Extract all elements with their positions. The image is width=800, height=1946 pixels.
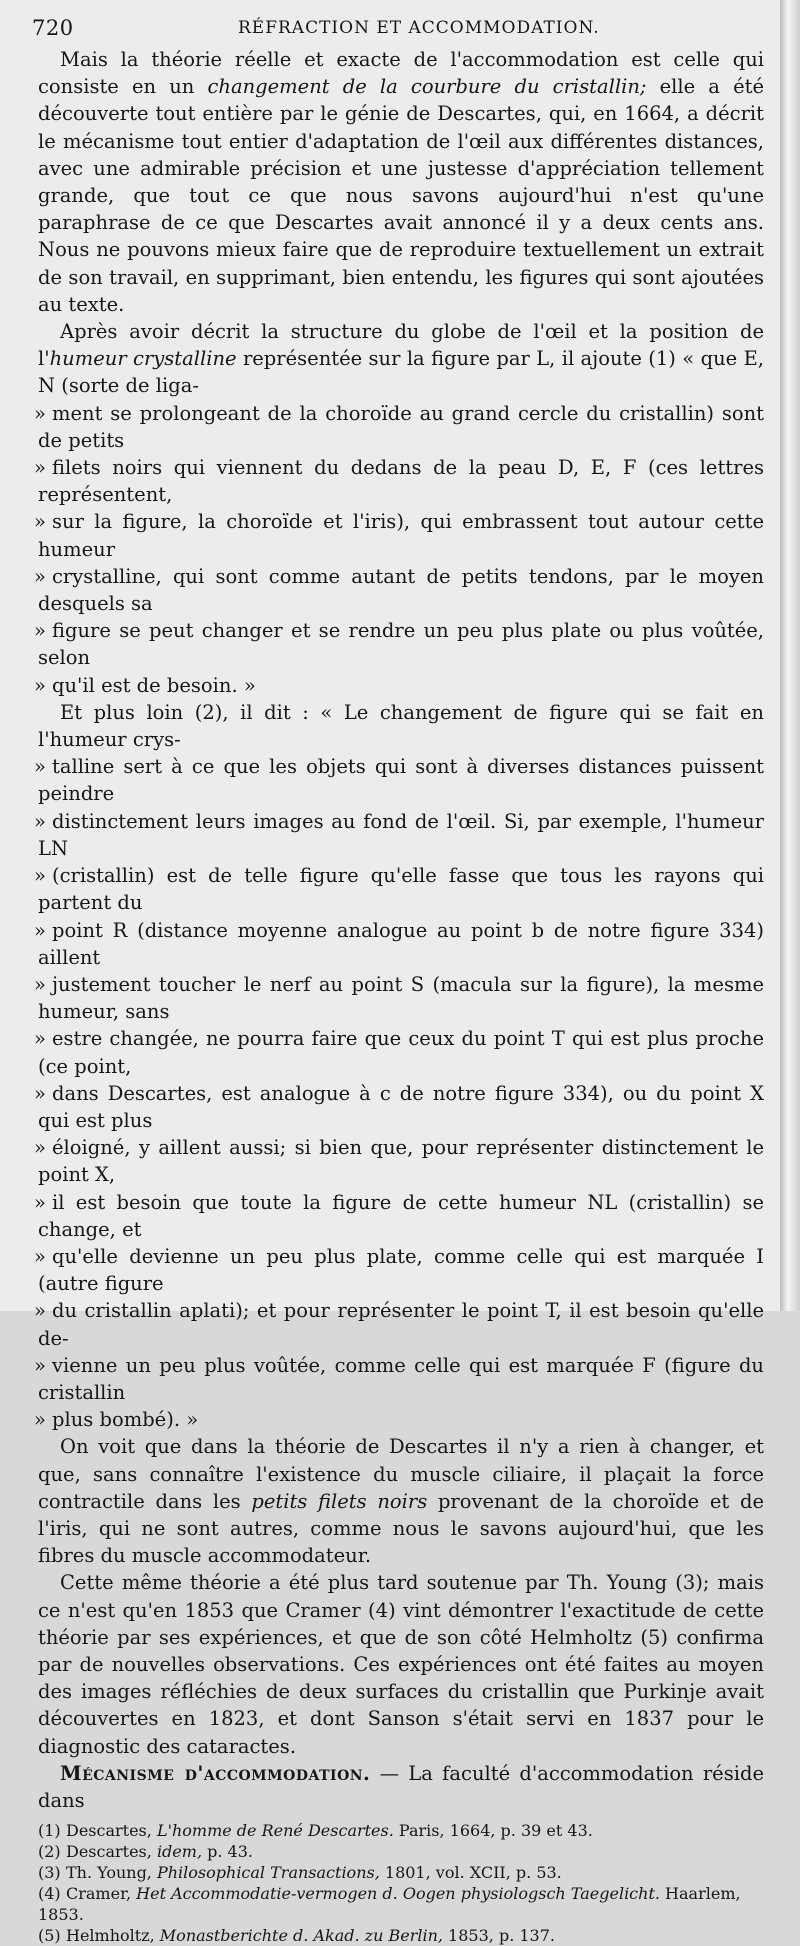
quote-block-2	[34, 753, 764, 1433]
quote-line: » filets noirs qui viennent du dedans de la peau D, E, F (ces lettres représentent,	[34, 456, 764, 507]
footnote: (5) Helmholtz, Monastberichte d. Akad. zu Berlin, 1853, p. 137.	[38, 1926, 555, 1946]
quote-line: » du cristallin aplati); et pour représenter le point T, il est besoin qu'elle de-	[34, 1299, 764, 1350]
quote-line: » ment se prolongeant de la choroïde au grand cercle du cristallin) sont de petits	[34, 401, 764, 452]
quote-line: » sur la figure, la choroïde et l'iris), qui embrassent tout autour cette humeur	[34, 510, 764, 561]
paragraph-2: Après avoir décrit la structure du globe de l'œil et la position de l'humeur crystalline représentée sur la figure par L, il ajoute (1) « que E, N (sorte de liga-	[38, 320, 765, 398]
quote-line: » figure se peut changer et se rendre un peu plus plate ou plus voûtée, selon	[34, 619, 764, 670]
quote-line: » estre changée, ne pourra faire que ceux du point T qui est plus proche (ce point,	[34, 1027, 764, 1078]
paragraph-5: Cette même théorie a été plus tard soutenue par Th. Young (3); mais ce n'est qu'en 1853 que Cramer (4) vint démontrer l'exactitude de cette théorie par ses expériences, et que de son côté Helmholtz (5) confirma par de nouvelles observations. Ces expériences ont été faites au moyen des images réfléchies de deux surfaces du cristallin que Purkinje avait découvertes en 1823, et dont Sanson s'était servi en 1837 pour le diagnostic des cataractes.	[38, 1571, 764, 1758]
footnote: (2) Descartes, idem, p. 43.	[38, 1842, 253, 1862]
quote-block-1	[34, 400, 764, 699]
quote-line: » qu'il est de besoin. »	[34, 673, 256, 697]
footnotes	[38, 1820, 764, 1946]
quote-line: » qu'elle devienne un peu plus plate, comme celle qui est marquée I (autre figure	[34, 1244, 764, 1296]
running-head	[32, 16, 764, 46]
paragraph-3: Et plus loin (2), il dit : « Le changement de figure qui se fait en l'humeur crys-	[38, 700, 764, 752]
page-body	[34, 46, 765, 1814]
paragraph-1: Mais la théorie réelle et exacte de l'accommodation est celle qui consiste en un changement de la courbure du cristallin; elle a été découverte tout entière par le génie de Descartes, qui, en 1664, a décrit le mécanisme tout entier d'adaptation de l'œil aux différentes distances, avec une admirable précision et une justesse d'appréciation tellement grande, que tout ce que nous savons aujourd'hui n'est qu'une paraphrase de ce que Descartes avait annoncé il y a deux cents ans. Nous ne pouvons mieux faire que de reproduire textuellement un extrait de son travail, en supprimant, bien entendu, les figures qui sont ajoutées au texte.	[38, 48, 764, 316]
running-title: RÉFRACTION ET ACCOMMODATION.	[238, 18, 600, 38]
quote-line: » talline sert à ce que les objets qui sont à diverses distances puissent peindre	[34, 755, 764, 806]
quote-line: » justement toucher le nerf au point S (macula sur la figure), la mesme humeur, sans	[34, 972, 764, 1024]
quote-line: » éloigné, y aillent aussi; si bien que, pour représenter distinctement le point X,	[34, 1136, 764, 1187]
emphasis: humeur crystalline	[49, 347, 237, 371]
quote-line: » (cristallin) est de telle figure qu'elle fasse que tous les rayons qui partent du	[34, 864, 764, 915]
page-edge	[780, 0, 800, 1311]
emphasis: changement de la courbure du cristallin;	[207, 75, 647, 99]
quote-line: » plus bombé). »	[34, 1408, 199, 1432]
footnote: (3) Th. Young, Philosophical Transactions, 1801, vol. XCII, p. 53.	[38, 1863, 562, 1883]
paragraph-4: On voit que dans la théorie de Descartes il n'y a rien à changer, et que, sans connaître l'existence du muscle ciliaire, il plaçait la force contractile dans les petits filets noirs provenant de la choroïde et de l'iris, qui ne sont autres, comme nous le savons aujourd'hui, que les fibres du muscle accommodateur.	[38, 1435, 765, 1568]
footnote: (4) Cramer, Het Accommodatie-vermogen d. Oogen physiologsch Taegelicht. Haarlem, 1853.	[38, 1884, 741, 1925]
section-title: Mécanisme d'accommodation.	[60, 1761, 371, 1785]
quote-line: » vienne un peu plus voûtée, comme celle qui est marquée F (figure du cristallin	[34, 1353, 764, 1404]
footnote: (1) Descartes, L'homme de René Descartes. Paris, 1664, p. 39 et 43.	[38, 1821, 593, 1841]
section-heading: Mécanisme d'accommodation. — La faculté d'accommodation réside dans	[38, 1761, 764, 1812]
emphasis: petits filets noirs	[251, 1489, 428, 1513]
quote-line: » crystalline, qui sont comme autant de petits tendons, par le moyen desquels sa	[34, 564, 764, 616]
quote-line: » dans Descartes, est analogue à c de notre figure 334), ou du point X qui est plus	[34, 1081, 764, 1132]
quote-line: » distinctement leurs images au fond de l'œil. Si, par exemple, l'humeur LN	[34, 809, 764, 860]
page-number: 720	[32, 16, 74, 40]
quote-line: » point R (distance moyenne analogue au point b de notre figure 334) aillent	[34, 918, 764, 969]
quote-line: » il est besoin que toute la figure de cette humeur NL (cristallin) se change, et	[34, 1190, 764, 1241]
